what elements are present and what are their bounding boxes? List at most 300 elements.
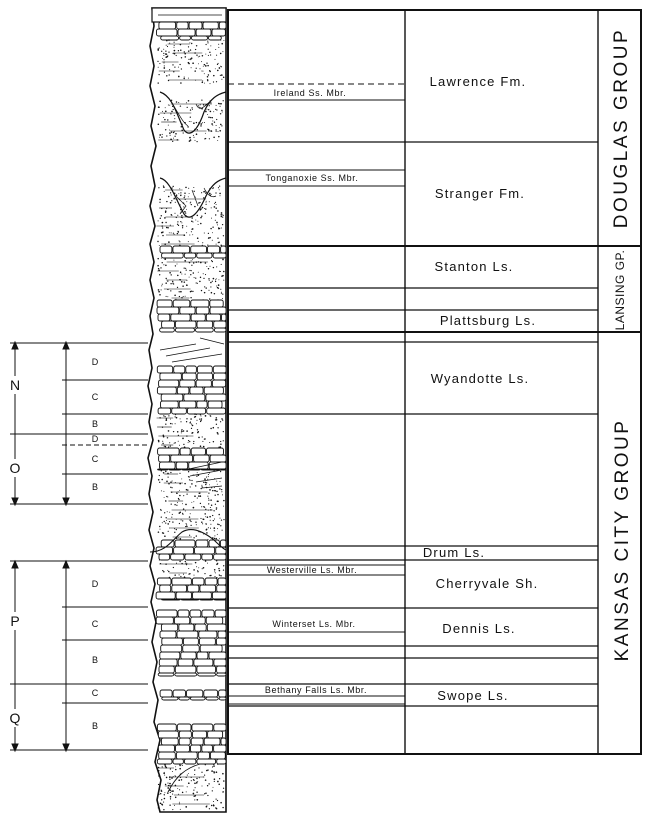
stipple-dot [157, 265, 159, 267]
stipple-dot [184, 281, 186, 283]
stipple-dot [164, 798, 166, 800]
stipple-dot [221, 227, 222, 228]
stipple-dot [174, 66, 175, 67]
limestone-block [180, 307, 195, 314]
stipple-dot [166, 201, 167, 202]
stipple-dot [213, 527, 215, 529]
stipple-dot [174, 443, 175, 444]
stipple-dot [211, 292, 213, 294]
stipple-dot [206, 770, 208, 772]
stipple-dot [173, 260, 174, 261]
stipple-dot [180, 192, 181, 193]
stipple-dot [211, 207, 212, 208]
stipple-dot [164, 446, 165, 447]
stipple-dot [170, 225, 171, 226]
limestone-block [197, 366, 212, 373]
stipple-dot [193, 443, 194, 444]
westerville-member-label: Westerville Ls. Mbr. [266, 565, 358, 575]
stipple-dot [166, 227, 168, 229]
stipple-dot [203, 197, 204, 198]
stipple-dot [179, 789, 180, 790]
limestone-block [206, 697, 218, 700]
kansas-city-group-label: KANSAS CITY GROUP [612, 418, 633, 662]
stipple-dot [168, 531, 169, 532]
stipple-dot [158, 235, 159, 236]
stipple-dot [221, 43, 223, 45]
stipple-dot [200, 414, 201, 415]
stipple-dot [186, 526, 188, 528]
stipple-dot [165, 282, 167, 284]
stipple-dot [204, 122, 205, 123]
limestone-block [220, 540, 226, 547]
stipple-dot [191, 291, 192, 292]
stipple-dot [162, 235, 163, 236]
stipple-dot [211, 260, 212, 261]
stipple-dot [164, 792, 165, 793]
limestone-block [169, 469, 181, 470]
stipple-dot [159, 274, 160, 275]
stipple-dot [191, 260, 192, 261]
limestone-block [206, 394, 226, 401]
stipple-dot [166, 496, 167, 497]
limestone-block [194, 659, 213, 666]
stipple-dot [183, 78, 184, 79]
stipple-dot [192, 425, 194, 427]
stipple-dot [164, 794, 165, 795]
limestone-block [174, 617, 189, 624]
stipple-dot [162, 766, 163, 767]
stipple-dot [188, 782, 190, 784]
stipple-dot [207, 479, 208, 480]
stipple-dot [222, 419, 223, 420]
stipple-dot [187, 126, 189, 128]
stipple-dot [166, 520, 167, 521]
stipple-dot [210, 575, 211, 576]
stipple-dot [211, 770, 213, 772]
stipple-dot [173, 283, 174, 284]
stipple-dot [183, 206, 184, 207]
cherryvale-formation-label: Cherryvale Sh. [435, 576, 539, 591]
stipple-dot [217, 64, 218, 65]
stipple-dot [223, 565, 224, 566]
stipple-dot [205, 516, 206, 517]
limestone-block [214, 745, 226, 752]
stipple-dot [205, 482, 207, 484]
limestone-block [159, 380, 179, 387]
limestone-block [210, 300, 223, 307]
stipple-dot [217, 501, 219, 503]
stipple-dot [165, 471, 166, 472]
stipple-dot [192, 109, 193, 110]
stipple-dot [216, 266, 217, 267]
stipple-dot [174, 42, 175, 43]
stipple-dot [163, 59, 164, 60]
limestone-block [207, 624, 226, 631]
stipple-dot [218, 568, 219, 569]
stipple-dot [168, 446, 169, 447]
stipple-dot [175, 442, 176, 443]
stipple-dot [189, 573, 190, 574]
stipple-dot [189, 277, 190, 278]
stipple-dot [186, 430, 188, 432]
stipple-dot [204, 138, 205, 139]
stipple-dot [162, 222, 164, 224]
limestone-block [171, 554, 184, 560]
stipple-dot [163, 49, 164, 50]
stipple-dot [212, 121, 213, 122]
stipple-dot [162, 111, 163, 112]
stipple-dot [201, 521, 202, 522]
stipple-dot [179, 523, 180, 524]
limestone-block [156, 592, 175, 599]
stipple-dot [220, 441, 221, 442]
limestone-block [209, 652, 226, 659]
stipple-dot [186, 285, 187, 286]
stipple-dot [195, 277, 196, 278]
stipple-dot [191, 231, 192, 232]
limestone-block [184, 394, 205, 401]
stipple-dot [186, 418, 187, 419]
stipple-dot [165, 129, 166, 130]
limestone-block [196, 540, 208, 547]
stipple-dot [208, 474, 209, 475]
stipple-dot [168, 477, 169, 478]
stipple-dot [194, 70, 195, 71]
limestone-block [214, 599, 226, 600]
limestone-block [214, 554, 226, 560]
limestone-block [221, 246, 226, 253]
stipple-dot [180, 421, 181, 422]
stipple-dot [194, 780, 195, 781]
stipple-dot [190, 480, 191, 481]
stipple-dot [208, 498, 209, 499]
stipple-dot [174, 45, 175, 46]
limestone-block [190, 387, 203, 394]
stipple-dot [210, 111, 212, 113]
stipple-dot [223, 431, 224, 432]
stipple-dot [167, 119, 168, 120]
stipple-dot [220, 421, 221, 422]
stipple-dot [204, 513, 206, 515]
limestone-block [162, 253, 184, 258]
stipple-dot [168, 39, 170, 41]
stipple-dot [182, 225, 184, 227]
stipple-dot [191, 229, 192, 230]
stipple-dot [210, 520, 211, 521]
stipple-dot [172, 423, 173, 424]
stipple-dot [164, 119, 166, 121]
stipple-dot [158, 74, 159, 75]
limestone-block [198, 673, 216, 676]
stipple-dot [165, 265, 167, 267]
stipple-dot [178, 499, 179, 500]
stipple-dot [203, 273, 204, 274]
stipple-dot [174, 115, 175, 116]
stipple-dot [209, 298, 211, 300]
stipple-dot [163, 53, 164, 54]
stipple-dot [214, 538, 215, 539]
stipple-dot [192, 259, 193, 260]
limestone-block [172, 408, 187, 414]
zone-p-top-arrow [12, 561, 18, 568]
stipple-dot [181, 430, 182, 431]
stipple-dot [158, 67, 159, 68]
stipple-dot [210, 102, 211, 103]
stipple-dot [212, 766, 213, 767]
stipple-dot [192, 62, 194, 64]
stipple-dot [201, 506, 202, 507]
stipple-dot [170, 423, 171, 424]
stipple-dot [159, 199, 161, 201]
stipple-dot [206, 477, 207, 478]
limestone-block [179, 731, 191, 738]
limestone-block [212, 380, 225, 387]
stipple-dot [159, 294, 161, 296]
stipple-dot [181, 478, 182, 479]
zone-brackets [9, 342, 69, 751]
stipple-dot [188, 196, 189, 197]
stipple-dot [178, 76, 180, 78]
stipple-dot [216, 560, 217, 561]
stipple-dot [204, 208, 205, 209]
limestone-block [200, 599, 213, 600]
stipple-dot [215, 281, 216, 282]
stipple-dot [223, 500, 224, 501]
stipple-dot [203, 104, 204, 105]
stipple-dot [219, 570, 221, 572]
stipple-dot [214, 781, 215, 782]
stipple-dot [203, 446, 205, 448]
stipple-dot [201, 772, 202, 773]
stipple-dot [161, 136, 162, 137]
limestone-block [212, 29, 225, 36]
stipple-dot [222, 530, 223, 531]
limestone-block [157, 724, 176, 731]
stipple-dot [217, 210, 218, 211]
stipple-dot [214, 518, 215, 519]
stipple-dot [197, 283, 198, 284]
stipple-dot [169, 74, 170, 75]
stipple-dot [188, 46, 189, 47]
stipple-dot [207, 114, 208, 115]
stipple-dot [173, 47, 174, 48]
limestone-block [175, 540, 195, 547]
stipple-dot [167, 437, 168, 438]
stipple-dot [216, 55, 217, 56]
stipple-dot [206, 266, 207, 267]
limestone-block [192, 578, 204, 585]
stipple-dot [158, 124, 160, 126]
stipple-dot [186, 209, 187, 210]
stipple-dot [163, 491, 164, 492]
stipple-dot [221, 519, 222, 520]
stipple-dot [162, 532, 164, 534]
stipple-dot [191, 204, 192, 205]
stipple-dot [159, 137, 160, 138]
stipple-dot [166, 777, 168, 779]
stipple-dot [213, 137, 215, 139]
stipple-dot [196, 55, 197, 56]
stipple-dot [184, 51, 185, 52]
stipple-dot [194, 769, 195, 770]
stipple-dot [164, 191, 165, 192]
stipple-dot [215, 59, 216, 60]
stipple-dot [186, 226, 187, 227]
stipple-dot [197, 570, 198, 571]
stipple-dot [173, 109, 174, 110]
stipple-dot [214, 122, 215, 123]
stipple-dot [207, 795, 208, 796]
stipple-dot [204, 478, 206, 480]
stipple-dot [205, 274, 206, 275]
limestone-block [222, 314, 227, 321]
limestone-block [160, 585, 171, 592]
stipple-dot [199, 56, 200, 57]
stipple-dot [192, 291, 193, 292]
stipple-dot [186, 232, 187, 233]
stipple-dot [179, 188, 180, 189]
stipple-dot [208, 74, 209, 75]
stipple-dot [220, 289, 221, 290]
stipple-dot [185, 526, 186, 527]
stipple-dot [165, 107, 166, 108]
stipple-dot [173, 567, 174, 568]
stipple-dot [165, 212, 166, 213]
limestone-block [157, 610, 178, 617]
stipple-dot [219, 778, 220, 779]
stipple-dot [161, 232, 163, 234]
stipple-dot [210, 286, 211, 287]
stipple-dot [207, 516, 209, 518]
limestone-block [192, 724, 213, 731]
stipple-dot [172, 790, 174, 792]
stipple-dot [170, 283, 171, 284]
stipple-dot [218, 47, 219, 48]
limestone-block [193, 731, 207, 738]
limestone-block [184, 759, 196, 764]
stipple-dot [163, 472, 165, 474]
stipple-dot [207, 41, 208, 42]
stipple-dot [215, 207, 216, 208]
stipple-dot [200, 445, 202, 447]
limestone-block [179, 401, 196, 408]
lansing-group-label: LANSING GP. [613, 249, 627, 331]
stipple-dot [181, 274, 182, 275]
stipple-dot [220, 525, 221, 526]
stipple-dot [163, 802, 164, 803]
stipple-dot [161, 258, 162, 259]
stipple-dot [198, 437, 200, 439]
stipple-dot [158, 770, 159, 771]
limestone-block [161, 738, 178, 745]
stipple-dot [206, 287, 207, 288]
stipple-dot [217, 528, 218, 529]
stipple-dot [171, 274, 172, 275]
stipple-dot [162, 262, 163, 263]
stipple-dot [163, 186, 165, 188]
stipple-dot [180, 272, 181, 273]
stipple-dot [182, 513, 183, 514]
stipple-dot [207, 76, 209, 78]
stipple-dot [222, 294, 223, 295]
limestone-block [196, 328, 214, 332]
stipple-dot [214, 487, 215, 488]
stipple-dot [179, 763, 180, 764]
zone-tick-lines [10, 343, 148, 750]
stipple-dot [195, 220, 196, 221]
stipple-dot [180, 105, 181, 106]
stipple-dot [218, 44, 219, 45]
stipple-dot [179, 445, 180, 446]
stipple-dot [195, 197, 196, 198]
stipple-dot [193, 187, 194, 188]
stipple-dot [165, 110, 167, 112]
stipple-dot [158, 220, 159, 221]
stipple-dot [222, 259, 224, 261]
stipple-dot [166, 40, 168, 42]
stipple-dot [159, 526, 160, 527]
stipple-dot [194, 413, 196, 415]
stipple-dot [212, 232, 213, 233]
stipple-dot [164, 512, 165, 513]
stipple-dot [161, 799, 162, 800]
stipple-dot [206, 532, 208, 534]
stipple-dot [215, 214, 216, 215]
stipple-dot [195, 521, 196, 522]
stipple-dot [162, 443, 163, 444]
stipple-dot [206, 202, 207, 203]
stipple-dot [205, 65, 207, 67]
stipple-dot [183, 574, 184, 575]
stipple-dot [182, 217, 183, 218]
limestone-block [195, 547, 215, 554]
limestone-block [212, 592, 226, 599]
stipple-dot [213, 111, 214, 112]
stipple-dot [216, 222, 218, 224]
stipple-dot [204, 775, 205, 776]
stipple-dot [162, 284, 163, 285]
stipple-dot [161, 790, 162, 791]
stipple-dot [219, 67, 221, 69]
stipple-dot [179, 473, 180, 474]
stipple-dot [205, 792, 206, 793]
limestone-block [221, 738, 226, 745]
stipple-dot [203, 299, 204, 300]
lawrence-formation-label: Lawrence Fm. [429, 74, 527, 89]
stipple-dot [179, 538, 181, 540]
stipple-dot [190, 117, 191, 118]
stipple-dot [178, 441, 179, 442]
stipple-dot [199, 68, 200, 69]
limestone-block [181, 599, 199, 600]
stipple-dot [217, 432, 219, 434]
stipple-dot [193, 793, 195, 795]
stipple-dot [211, 194, 212, 195]
stipple-dot [157, 49, 159, 51]
limestone-block [182, 373, 196, 380]
stipple-dot [216, 125, 217, 126]
stipple-dot [193, 137, 194, 138]
stipple-dot [168, 571, 169, 572]
stipple-dot [206, 482, 207, 483]
stipple-dot [208, 492, 209, 493]
limestone-block [185, 554, 201, 560]
stipple-dot [174, 118, 175, 119]
stipple-dot [180, 49, 181, 50]
stipple-dot [189, 137, 191, 139]
subzone-o-d: D [91, 434, 99, 444]
stipple-dot [208, 783, 209, 784]
